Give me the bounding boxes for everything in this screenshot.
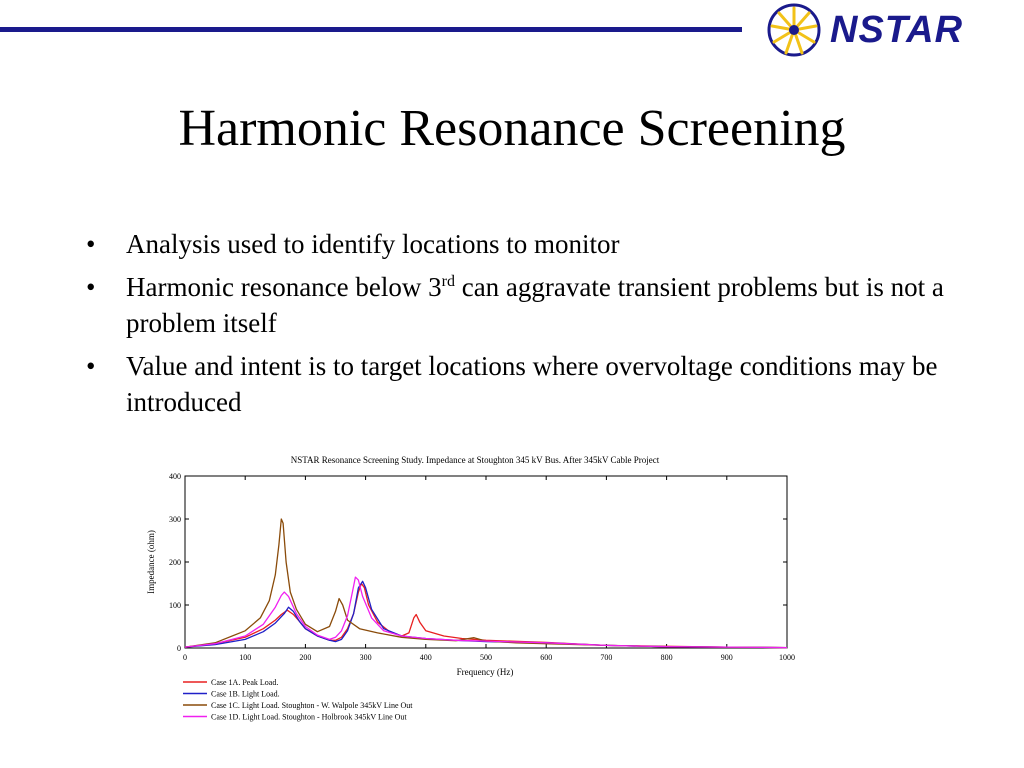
x-tick-label: 0 [183,653,187,662]
bullet-text: Analysis used to identify locations to monitor [126,229,620,259]
x-tick-label: 1000 [779,653,795,662]
logo [764,2,1014,58]
x-tick-label: 600 [540,653,553,662]
y-axis-label: Impedance (ohm) [146,530,156,594]
bullet-item [86,226,946,262]
x-tick-label: 100 [239,653,252,662]
bullet-text: Value and intent is to target locations where overvoltage conditions may be introduced [126,351,938,417]
x-tick-label: 300 [359,653,372,662]
bullet-text: Harmonic resonance below 3 [126,272,442,302]
series-line-4 [185,577,787,648]
x-tick-label: 700 [600,653,613,662]
bullet-item [86,269,946,341]
chart-title: NSTAR Resonance Screening Study. Impedance at Stoughton 345 kV Bus. After 345kV Cable Project [290,455,660,465]
y-tick-label: 0 [177,644,181,653]
x-tick-label: 800 [660,653,673,662]
logo-text: NSTAR [830,9,964,51]
y-tick-label: 400 [169,472,181,481]
slide-title: Harmonic Resonance Screening [178,100,846,157]
x-tick-label: 400 [419,653,432,662]
legend-label: Case 1C. Light Load. Stoughton - W. Walpole 345kV Line Out [211,701,413,710]
y-tick-label: 300 [169,515,181,524]
bullet-dot: • [86,351,96,381]
bullet-dot: • [86,272,96,302]
x-axis-label: Frequency (Hz) [456,667,514,677]
bullet-superscript: rd [441,273,455,290]
legend-label: Case 1D. Light Load. Stoughton - Holbrook 345kV Line Out [211,712,407,722]
impedance-chart-svg [140,448,820,738]
y-tick-label: 100 [169,601,181,610]
legend-label: Case 1B. Light Load. [211,689,280,699]
x-tick-label: 900 [720,653,733,662]
bullet-text-continued: can aggravate transient problems but is not a problem itself [126,272,944,338]
star-burst-icon [764,2,824,58]
bullet-list [86,226,946,427]
series-line-3 [185,519,787,648]
series-line-1 [185,584,787,648]
y-tick-label: 200 [169,558,181,567]
x-tick-label: 500 [480,653,492,662]
bullet-item [86,348,946,420]
bullet-dot: • [86,229,96,259]
legend-label: Case 1A. Peak Load. [211,678,279,687]
impedance-chart [140,448,820,738]
x-tick-label: 200 [299,653,312,662]
top-rule [0,27,742,32]
series-line-2 [185,581,787,647]
